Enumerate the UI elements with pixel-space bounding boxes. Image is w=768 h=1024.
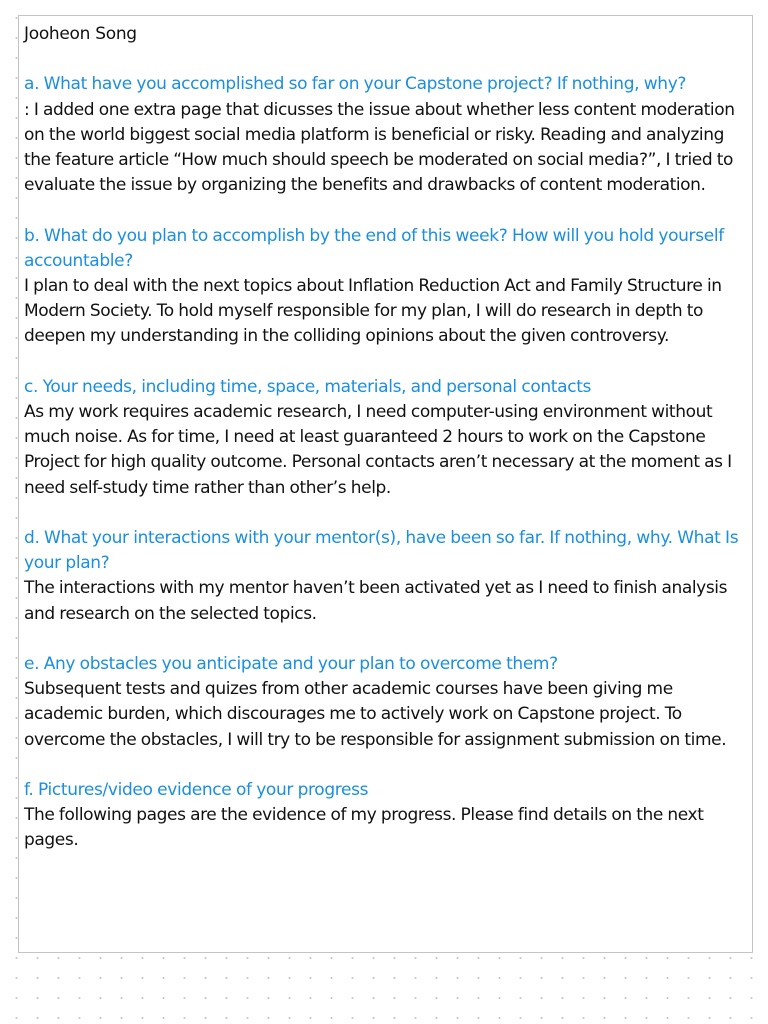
question-c: c. Your needs, including time, space, materials, and personal contacts: [24, 376, 592, 397]
answer-b: I plan to deal with the next topics about Inflation Reduction Act and Family Structure in Modern Society. To hold myself responsible for my plan, I will do research in depth to deepen my understanding in the colliding opinions about the given controversy.: [24, 276, 722, 347]
author-name: Jooheon Song: [24, 24, 137, 44]
section-c: [24, 375, 752, 501]
section-f: [24, 778, 752, 854]
answer-e: Subsequent tests and quizes from other academic courses have been giving me academic burden, which discourages me to actively work on Capstone project. To overcome the obstacles, I will try to be responsible for assignment submission on time.: [24, 679, 727, 750]
section-d: [24, 526, 752, 627]
question-f: f. Pictures/video evidence of your progress: [24, 780, 369, 800]
answer-f: The following pages are the evidence of my progress. Please find details on the next pages.: [24, 805, 704, 851]
question-b: b. What do you plan to accomplish by the end of this week? How will you hold yourself accountable?: [24, 225, 724, 271]
answer-c: As my work requires academic research, I need computer-using environment without much noise. As for time, I need at least guaranteed 2 hours to work on the Capstone Project for high quality outcome. Personal contacts aren’t necessary at the moment as I need self-study time rather than other’s help.: [24, 402, 732, 498]
section-a: [24, 72, 752, 198]
document-page: [18, 15, 753, 953]
question-d: d. What your interactions with your mentor(s), have been so far. If nothing, why. What Is your plan?: [24, 528, 739, 574]
answer-d: The interactions with my mentor haven’t been activated yet as I need to finish analysis and research on the selected topics.: [24, 578, 728, 624]
section-e: [24, 652, 752, 753]
answer-a: : I added one extra page that dicusses the issue about whether less content moderation on the world biggest social media platform is beneficial or risky. Reading and analyzing the feature article “How much should speech be moderated on social media?”, I tried to evaluate the issue by organizing the benefits and drawbacks of content moderation.: [24, 99, 735, 196]
question-a: a. What have you accomplished so far on your Capstone project? If nothing, why?: [24, 74, 687, 95]
section-b: [24, 224, 752, 350]
question-e: e. Any obstacles you anticipate and your plan to overcome them?: [24, 654, 558, 674]
